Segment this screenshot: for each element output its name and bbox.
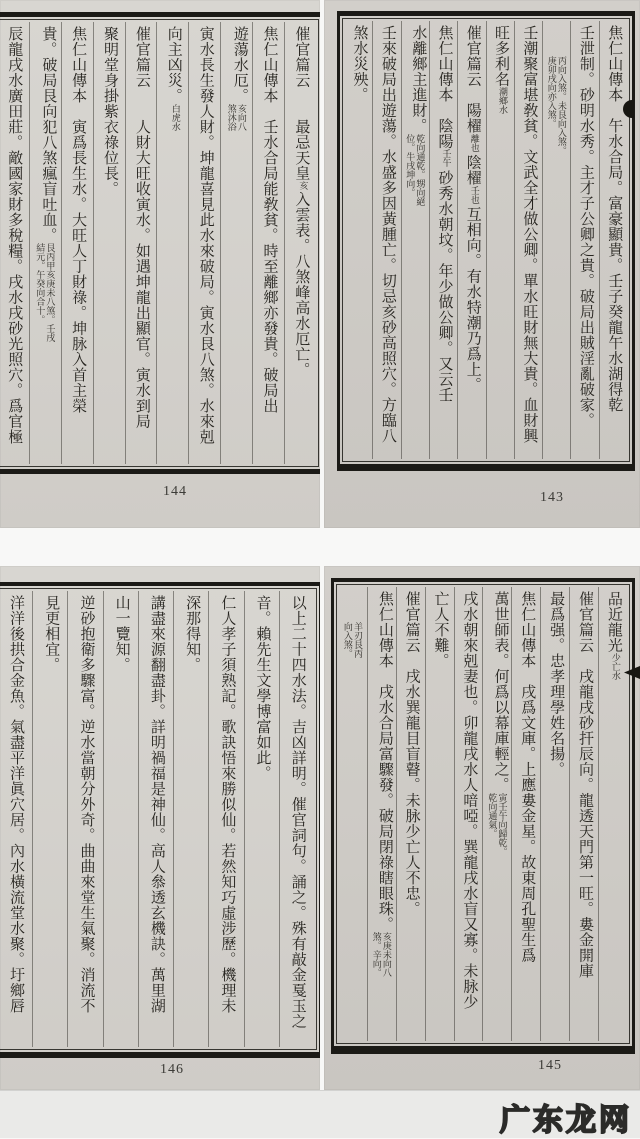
text-column xyxy=(339,587,368,1041)
annotation-note: 艮丙甲亥庚未八煞。壬戌結元。午癸向合十。 xyxy=(35,243,56,342)
text-column: 催官篇云陽櫂離也陰櫂壬也互相向。有水特潮乃爲上。 xyxy=(458,21,486,459)
text-column: 萬世師表。何爲以幕庫輕之。寅壬午向歸乾。乾向通氣。 xyxy=(483,587,512,1041)
text-column: 催官篇云戌水巽龍目盲瞽。未脉少亡人不忠。 xyxy=(397,587,426,1041)
annotation-note: 乾向通乾。甥向絕位。牛戌坤向。 xyxy=(405,133,426,206)
text-column: 講盡來源翻盡卦。詳明禍福是神仙。高人叅透玄機訣。萬里湖 xyxy=(139,591,174,1047)
text-column: 音。賴先生文學博富如此。 xyxy=(245,591,280,1047)
text-column: 貴。破局艮向犯八煞瘋盲吐血。艮丙甲亥庚未八煞。壬戌結元。午癸向合十。 xyxy=(30,22,62,464)
page-number: 146 xyxy=(160,1062,184,1077)
page-frame xyxy=(0,582,320,1058)
page-number: 145 xyxy=(538,1058,562,1073)
text-column: 壬潮聚富堪敎貧。文武全才做公卿。單水旺財無大貴。血財興 xyxy=(515,21,543,459)
text-column: 逆砂抱衛多驟富。逆水當朝分外奇。曲曲來堂生氣聚。消流不 xyxy=(68,591,103,1047)
text-column: 焦仁山傳本寅爲長生水。大旺人丁財祿。坤脉入首主榮 xyxy=(62,22,94,464)
scanned-page-144 xyxy=(0,0,320,528)
text-column: 壬來破局出遊蕩。水盛多因黃腫亡。切忌亥砂高照穴。方臨八 xyxy=(373,21,401,459)
annotation-note: 亥向八煞沐浴 xyxy=(226,103,247,131)
text-column: 以上二十四水法。吉凶詳明。催官詞句。誦之。殊有敲金戛玉之 xyxy=(289,595,306,1029)
text-column: 聚明堂身掛紫衣祿位長。 xyxy=(94,22,126,464)
text-column: 向主凶災。白虎水 xyxy=(157,22,189,464)
text-columns xyxy=(345,21,627,459)
text-column xyxy=(543,21,571,459)
text-column: 催官篇云最忌天皇亥入雲表。八煞峰高水厄亡。 xyxy=(293,26,310,378)
page-frame xyxy=(337,11,635,471)
site-watermark: 广东龙网 xyxy=(500,1104,632,1137)
annotation-note: 離也 xyxy=(469,133,480,152)
annotation-note: 羊刃艮丙向入煞。 xyxy=(342,622,363,658)
page-number: 144 xyxy=(163,484,187,499)
text-column: 戌水朝來剋妻也。卯龍戌水人喑啞。巽龍戌水盲又寡。未脉少 xyxy=(455,587,484,1041)
annotation-note: 亥庚未向八煞。辛向。 xyxy=(371,932,392,977)
text-column: 催官篇云戌龍戌砂扞辰向。龍透天門第一旺。婁金開庫 xyxy=(570,587,599,1041)
text-column: 壬泄制。砂明水秀。主才子公卿之貴。破局出賊淫亂破家。 xyxy=(571,21,599,459)
text-column: 焦仁山傳本午水合局。富豪顯貴。壬子癸龍午水湖得乾 xyxy=(606,25,623,413)
text-column: 焦仁山傳本陰陽壬午砂秀水朝坟。年少做公卿。又云壬 xyxy=(430,21,458,459)
ink-blot xyxy=(623,100,634,118)
text-column: 焦仁山傳本壬水合局能敎貧。時至離鄉亦發貴。破局出 xyxy=(253,22,285,464)
text-columns xyxy=(0,591,314,1047)
scanned-page-146 xyxy=(0,566,320,1090)
text-column: 品近龍光少亡水 xyxy=(599,587,627,1041)
annotation-note: 亥 xyxy=(298,181,309,190)
text-column: 深那得知。 xyxy=(174,591,209,1047)
text-column: 寅水長生發人財。坤龍喜見此水來破局。寅水艮八煞。水來剋 xyxy=(189,22,221,464)
text-column: 見更相宜。 xyxy=(33,591,68,1047)
text-columns xyxy=(0,22,316,464)
text-column: 催官篇云人財大旺收寅水。如遇坤龍出顯官。寅水到局 xyxy=(126,22,158,464)
text-column: 最爲强。忠孝理學姓名揚。 xyxy=(541,587,570,1041)
page-frame xyxy=(0,12,320,474)
text-columns xyxy=(339,587,627,1041)
text-column: 仁人孝子須熟記。歌訣悟來勝似仙。若然知巧虛涉歷。機理未 xyxy=(209,591,244,1047)
text-column: 煞水災殃。 xyxy=(345,21,373,459)
footer-bar xyxy=(0,1090,640,1138)
text-column: 水離鄉主進財。乾向通乾。甥向絕位。牛戌坤向。 xyxy=(402,21,430,459)
annotation-note: 丙向入煞。未艮向入煞。庚卯戌向亦入煞。 xyxy=(546,56,567,155)
text-column: 旺多利名潮鄉水 xyxy=(487,21,515,459)
annotation-note: 壬也 xyxy=(469,185,480,204)
text-column: 遊蕩水厄。亥向八煞沐浴 xyxy=(221,22,253,464)
text-column: 亡人不難。 xyxy=(426,587,455,1041)
annotation-note: 白虎水 xyxy=(170,103,181,131)
page-frame xyxy=(331,578,635,1054)
text-column: 焦仁山傳本戌爲文庫。上應婁金星。故東周孔聖生爲 xyxy=(512,587,541,1041)
text-column: 辰龍戌水廣田莊。敵國家財多稅糧。戌水戌砂光照穴。爲官極 xyxy=(0,22,30,464)
scanned-page-145 xyxy=(324,566,640,1090)
annotation-note: 潮鄉水 xyxy=(498,87,509,114)
annotation-note: 壬午 xyxy=(441,149,452,167)
text-column: 山一覽知。 xyxy=(104,591,139,1047)
annotation-note: 少亡水 xyxy=(610,653,621,680)
annotation-note: 寅壬午向歸乾。乾向通氣。 xyxy=(487,792,508,856)
text-column: 洋洋後拱合金魚。氣盡平洋眞穴居。內水橫流堂水聚。圩鄉唇 xyxy=(0,591,33,1047)
scanned-page-143 xyxy=(324,0,640,528)
text-column: 焦仁山傳本戌水合局富驟發。破局閉祿瞎眼珠。亥庚未向八煞。辛向。 xyxy=(368,587,397,1041)
page-number: 143 xyxy=(540,490,564,505)
